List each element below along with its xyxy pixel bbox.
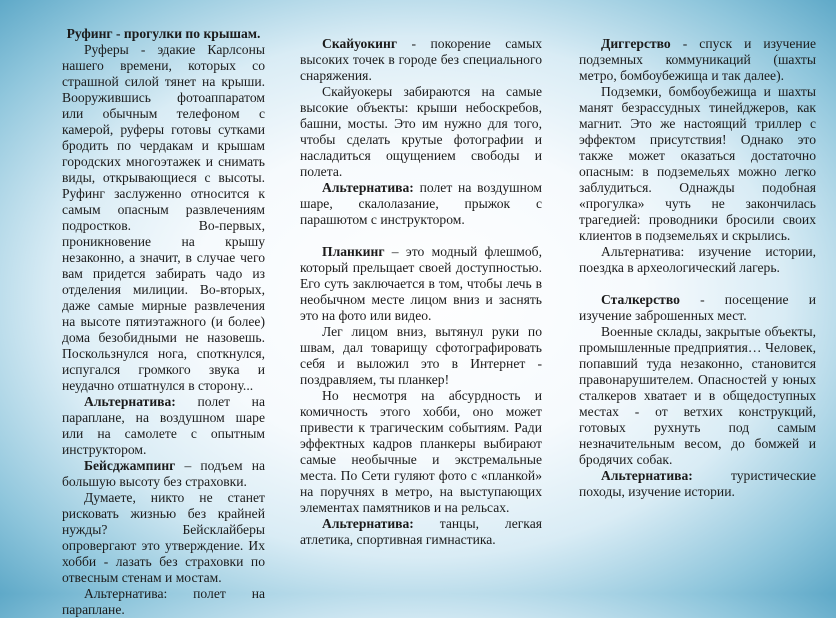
stalking-paragraph: Военные склады, закрытые объекты, промышленные предприятия… Человек, попавший туда незаконно, становится правонарушителем. Опасностей у юных сталкеров хватает и в общедоступных местах - от ветхих конструкций, готовых рухнуть под самым незначительным весом, до бомжей и бродячих собак.	[579, 324, 816, 467]
roofing-title: Руфинг - прогулки по крышам.	[66, 26, 261, 41]
base-text: – подъем на большую высоту без страховки.	[62, 458, 265, 489]
alternative-label: Альтернатива:	[322, 516, 414, 531]
digging-title: Диггерство	[601, 36, 671, 51]
roofing-alternative	[62, 394, 265, 458]
skywalking-title: Скайуокинг	[322, 36, 397, 51]
digging-alternative: Альтернатива: изучение истории, поездка в археологический лагерь.	[579, 244, 816, 275]
digging-text: - спуск и изучение подземных коммуникаций (шахты метро, бомбоубежища и так далее).	[579, 36, 816, 83]
skywalking-alternative	[300, 180, 542, 228]
roofing-paragraph: Руферы - эдакие Карлсоны нашего времени, которых со страшной силой тянет на крыши. Вооружившись фотоаппаратом или обычным телефоном с камерой, руферы готовы сутками бродить по чердакам и крышам городских многоэтажек и снимать виды, открывающиеся с высоты. Руфинг заслуженно относится к самым опасным развлечениям подростков. Во-первых, проникновение на крышу незаконно, а значит, в случае чего вам придется забирать чадо из отделения милиции. Во-вторых, даже самые мирные развлечения на высоте пятиэтажного (и более) дома безобидными не назовешь. Поскользнулся нога, споткнулся, испугался громкого звука и неудачно отшатнулся в сторону...	[62, 42, 265, 393]
spacer	[579, 276, 816, 292]
column-left	[62, 26, 265, 617]
stalking-intro	[579, 292, 816, 324]
skywalking-intro	[300, 36, 542, 84]
base-alternative: Альтернатива: полет на параплане.	[62, 586, 265, 617]
alternative-text: полет на параплане, на воздушном шаре или на самолете с опытным инструктором.	[62, 394, 265, 457]
digging-intro	[579, 36, 816, 84]
alternative-text: танцы, легкая атлетика, спортивная гимнастика.	[300, 516, 542, 547]
stalking-alternative	[579, 468, 816, 500]
digging-paragraph: Подземки, бомбоубежища и шахты манят безрассудных тинейджеров, как магнит. Это же настоящий триллер с эффектом присутствия! Однако это также может оказаться достаточно опасным: в подземельях можно легко заблудиться. Однажды подобная «прогулка» чуть не закончилась трагедией: проводники бросили своих клиентов в подземельях и скрылись.	[579, 84, 816, 243]
column-middle	[300, 36, 542, 594]
planking-text: – это модный флешмоб, который прельщает своей доступностью. Его суть заключается в том, чтобы лечь в необычном месте лицом вниз и заснять это на фото или видео.	[300, 244, 542, 323]
column-right	[579, 36, 816, 594]
base-paragraph: Думаете, никто не станет рисковать жизнью без крайней нужды? Бейсклайберы опровергают это утверждение. Их хобби - лазать без страховки по отвесным стенам и мостам.	[62, 490, 265, 585]
planking-alternative	[300, 516, 542, 548]
spacer	[300, 228, 542, 244]
skywalking-text: - покорение самых высоких точек в городе без специального снаряжения.	[300, 36, 542, 83]
base-title: Бейсджампинг	[84, 458, 176, 473]
alternative-text: полет на воздушном шаре, скалолазание, прыжок с парашютом с инструктором.	[300, 180, 542, 227]
base-intro	[62, 458, 265, 490]
planking-paragraph-1: Лег лицом вниз, вытянул руки по швам, дал товарищу сфотографировать себя и выложил это в Интернет - поздравляем, ты планкер!	[300, 324, 542, 387]
alternative-label: Альтернатива:	[601, 468, 693, 483]
stalking-title: Сталкерство	[601, 292, 680, 307]
skywalking-paragraph: Скайуокеры забираются на самые высокие объекты: крыши небоскребов, башни, мосты. Это им нужно для того, чтобы сделать крутые фотографии и насладиться ощущением свободы и полета.	[300, 84, 542, 179]
stalking-text: - посещение и изучение заброшенных мест.	[579, 292, 816, 323]
planking-title: Планкинг	[322, 244, 385, 259]
alternative-text: туристические походы, изучение истории.	[579, 468, 816, 499]
alternative-label: Альтернатива:	[322, 180, 414, 195]
planking-intro	[300, 244, 542, 324]
planking-paragraph-2: Но несмотря на абсурдность и комичность этого хобби, оно может привести к трагическим событиям. Ради эффектных кадров планкеры выбирают самые необычные и экстремальные места. По Сети гуляют фото с «планкой» на поручнях в метро, на выступающих элементах памятников и на рельсах.	[300, 388, 542, 515]
alternative-label: Альтернатива:	[84, 394, 176, 409]
